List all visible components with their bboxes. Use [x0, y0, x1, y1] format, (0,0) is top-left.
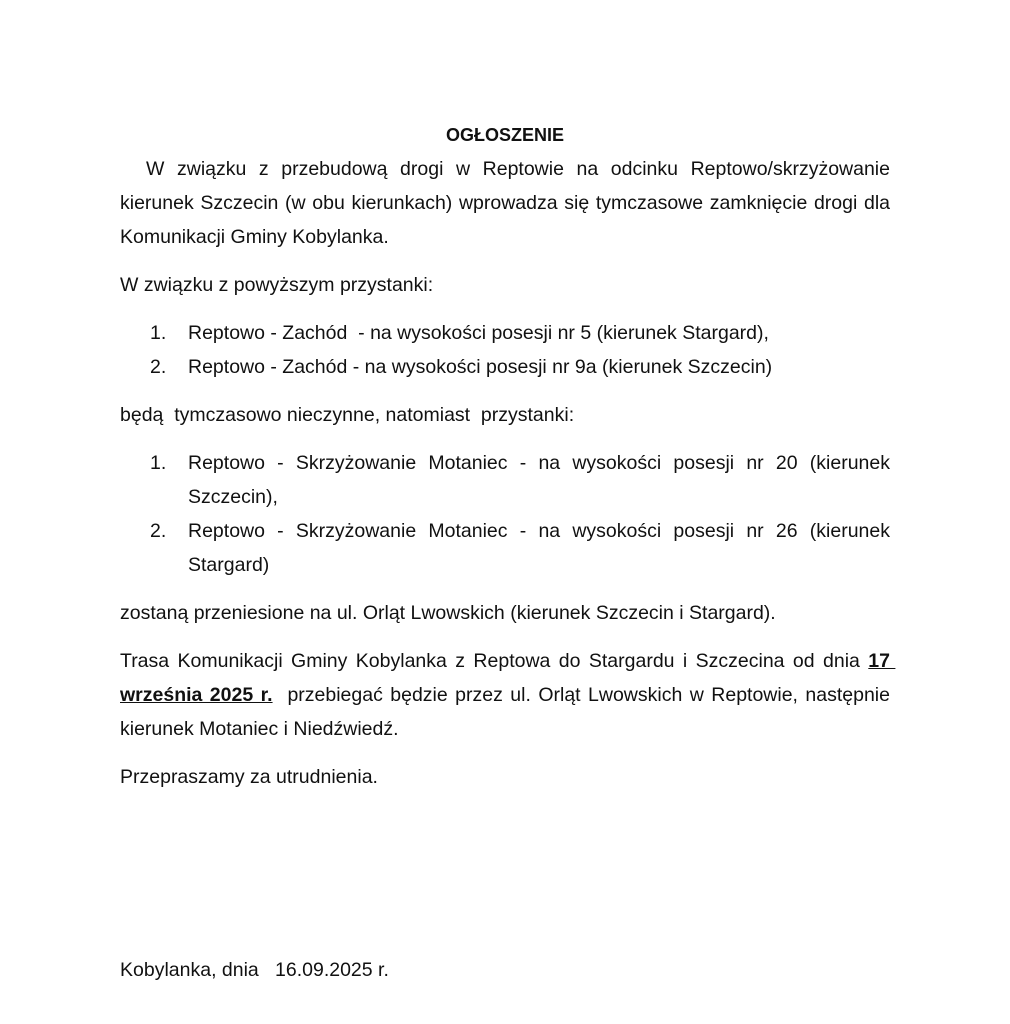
route-paragraph	[120, 644, 896, 746]
list-item-text: Reptowo - Zachód - na wysokości posesji nr 5 (kierunek Stargard),	[188, 322, 769, 344]
route-text-before: Trasa Komunikacji Gminy Kobylanka z Reptowa do Stargardu i Szczecina od dnia	[120, 650, 869, 672]
announcement-body	[120, 118, 896, 794]
closed-stops-list	[120, 316, 890, 384]
apology-paragraph: Przepraszamy za utrudnienia.	[120, 766, 378, 788]
stops-intro: W związku z powyższym przystanki:	[120, 274, 434, 296]
moved-stops-list	[120, 446, 890, 582]
list-item-text: Reptowo - Skrzyżowanie Motaniec - na wysokości posesji nr 20 (kierunek Szczecin),	[188, 452, 890, 508]
intro-paragraph: W związku z przebudową drogi w Reptowie na odcinku Reptowo/skrzyżowanie kierunek Szczecin (w obu kierunkach) wprowadza się tymczasowe zamknięcie drogi dla Komunikacji Gminy Kobylanka.	[120, 158, 890, 248]
place-and-date: Kobylanka, dnia 16.09.2025 r.	[120, 959, 389, 981]
route-text-after: przebiegać będzie przez ul. Orląt Lwowskich w Reptowie, następnie kierunek Motaniec i Niedźwiedź.	[120, 684, 896, 740]
announcement-title: OGŁOSZENIE	[445, 125, 564, 145]
list-item	[120, 350, 890, 384]
list-item-text: Reptowo - Zachód - na wysokości posesji nr 9a (kierunek Szczecin)	[188, 356, 773, 378]
list-item-number: 2.	[150, 520, 167, 542]
list-item	[120, 514, 890, 582]
list-item	[120, 446, 890, 514]
list-item-number: 1.	[150, 452, 167, 474]
route-start-date: 17 września 2025 r.	[120, 650, 896, 706]
relocation-paragraph: zostaną przeniesione na ul. Orląt Lwowskich (kierunek Szczecin i Stargard).	[120, 602, 776, 624]
list-item-text: Reptowo - Skrzyżowanie Motaniec - na wysokości posesji nr 26 (kierunek Stargard)	[188, 520, 890, 576]
moved-intro: będą tymczasowo nieczynne, natomiast przystanki:	[120, 404, 575, 426]
list-item	[120, 316, 890, 350]
list-item-number: 1.	[150, 322, 167, 344]
list-item-number: 2.	[150, 356, 167, 378]
